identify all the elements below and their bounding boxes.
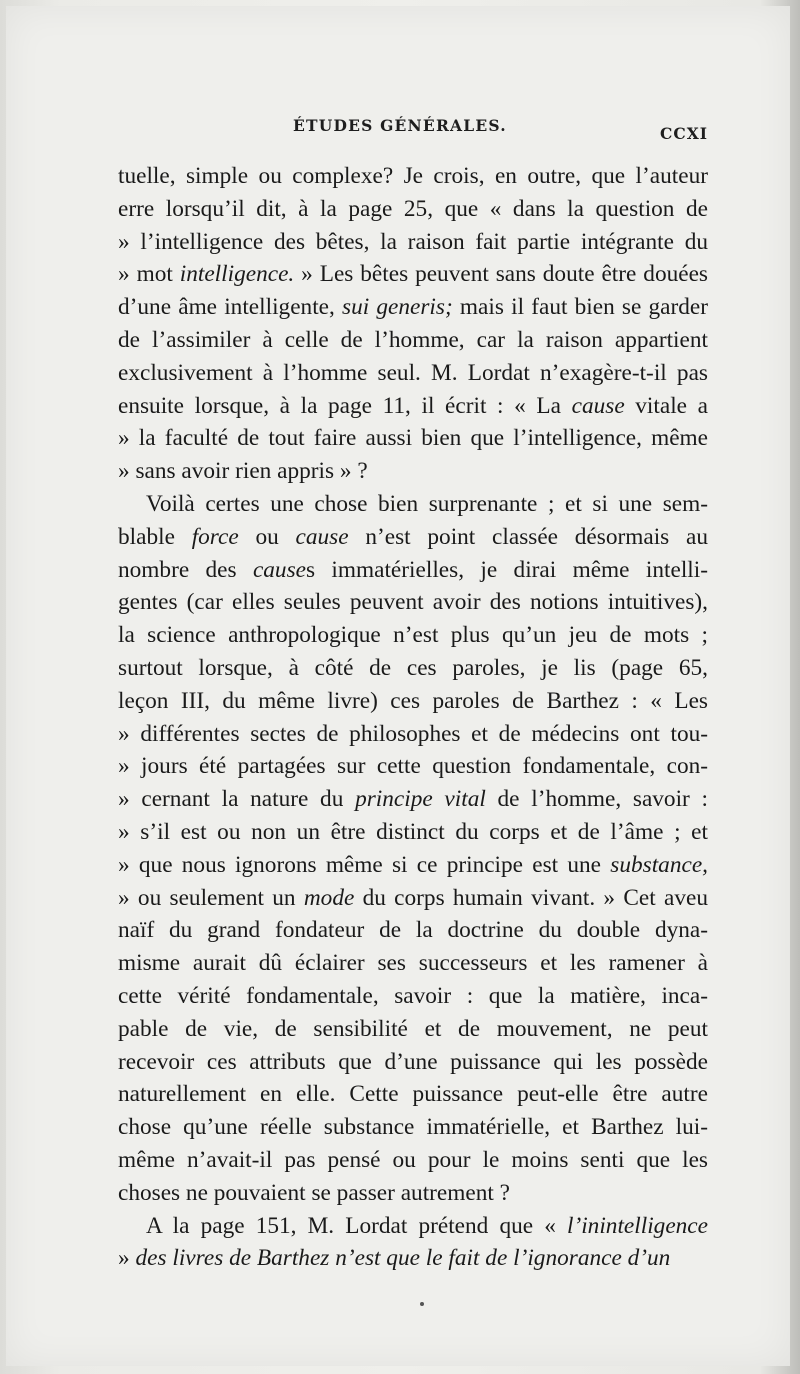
text-line: » des livres de Barthez n’est que le fait de l’ignorance d’un [118,1245,671,1272]
text-line: » cernant la nature du principe vital de l’homme, savoir : [118,786,708,813]
text-line: cette vérité fondamentale, savoir : que la matière, inca- [118,982,708,1009]
text-line: » sans avoir rien appris » ? [118,458,368,485]
text-line: » mot intelligence. » Les bêtes peuvent sans doute être douées [118,261,708,288]
page-body [118,160,708,1275]
text-line: tuelle, simple ou complexe? Je crois, en outre, que l’auteur [118,163,708,189]
text-line: gentes (car elles seules peuvent avoir des notions intuitives), [118,589,708,616]
text-line: » s’il est ou non un être distinct du corps et de l’âme ; et [118,818,708,845]
text-line: Voilà certes une chose bien surprenante ; et si une sem- [146,490,708,517]
text-line: surtout lorsque, à côté de ces paroles, je lis (page 65, [118,654,708,681]
text-line: naturellement en elle. Cette puissance peut-elle être autre [118,1081,708,1108]
text-line: » l’intelligence des bêtes, la raison fait partie intégrante du [118,228,708,255]
text-line: naïf du grand fondateur de la doctrine du double dyna- [118,917,708,944]
text-line: d’une âme intelligente, sui generis; mais il faut bien se garder [118,294,708,321]
page-number: CCXI [660,124,708,143]
text-line: » que nous ignorons même si ce principe est une substance, [118,851,708,878]
running-head [118,114,708,144]
text-line: de l’assimiler à celle de l’homme, car la raison appartient [118,326,708,353]
text-line: la science anthropologique n’est plus qu’un jeu de mots ; [118,622,708,649]
text-line: recevoir ces attributs que d’une puissance qui les possède [118,1048,708,1075]
text-line: chose qu’une réelle substance immatérielle, et Barthez lui- [118,1114,708,1141]
text-line: » la faculté de tout faire aussi bien que l’intelligence, même [118,425,708,452]
text-line: » ou seulement un mode du corps humain vivant. » Cet aveu [118,884,708,911]
page-mark [420,1302,424,1306]
running-title: ÉTUDES GÉNÉRALES. [293,116,507,135]
text-line: pable de vie, de sensibilité et de mouvement, ne peut [118,1015,708,1042]
text-line: erre lorsqu’il dit, à la page 25, que « dans la question de [118,195,708,222]
text-line: nombre des causes immatérielles, je dirai même intelli- [118,556,708,583]
text-line: A la page 151, M. Lordat prétend que « l’inintelligence [146,1212,708,1239]
text-line: misme aurait dû éclairer ses successeurs et les ramener à [118,950,708,977]
text-line: » jours été partagées sur cette question fondamentale, con- [118,753,708,780]
text-line: blable force ou cause n’est point classée désormais au [118,523,708,550]
text-line: ensuite lorsque, à la page 11, il écrit : « La cause vitale a [118,392,708,419]
text-line: même n’avait-il pas pensé ou pour le moins senti que les [118,1146,708,1173]
text-line: choses ne pouvaient se passer autrement ? [118,1179,511,1206]
text-line: leçon III, du même livre) ces paroles de Barthez : « Les [118,687,708,714]
text-line: exclusivement à l’homme seul. M. Lordat n’exagère-t-il pas [118,359,708,386]
text-line: » différentes sectes de philosophes et de médecins ont tou- [118,720,708,747]
